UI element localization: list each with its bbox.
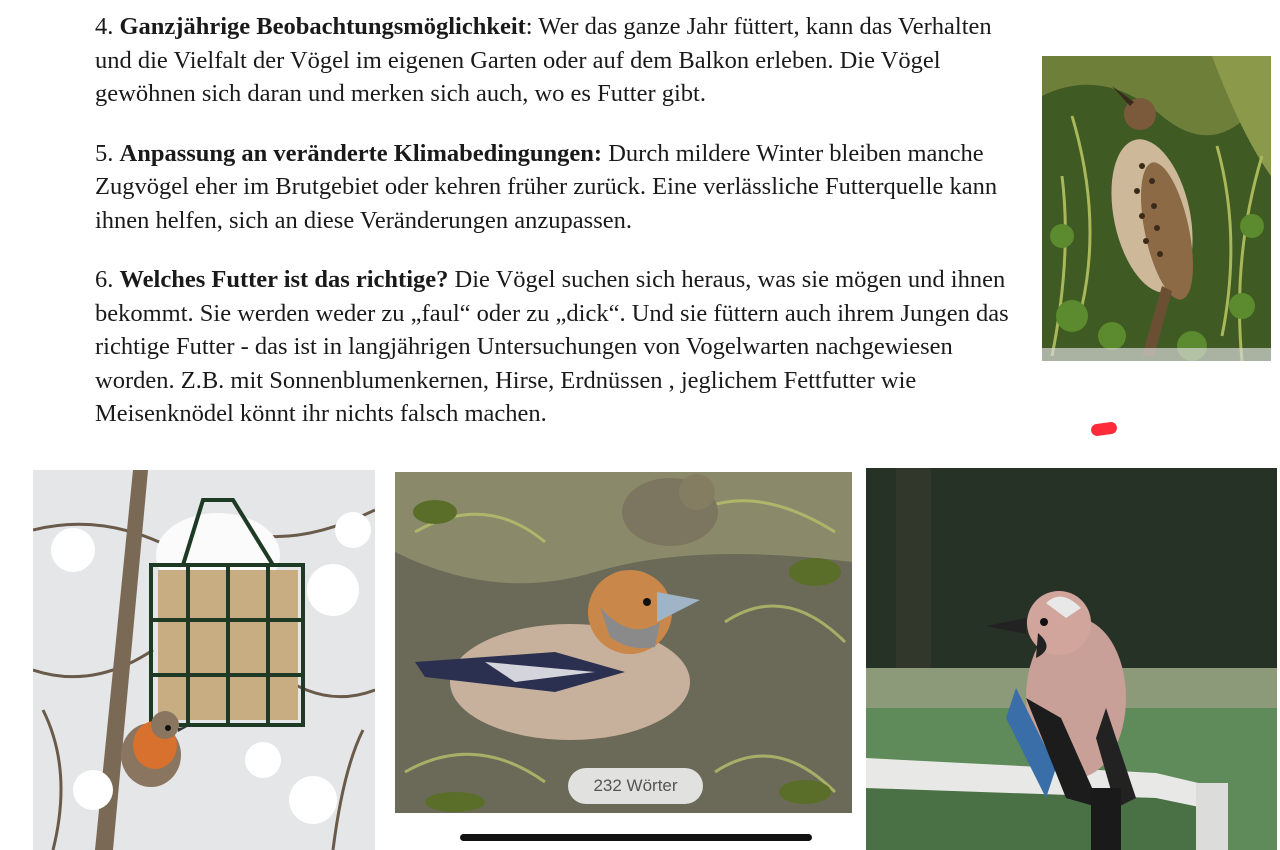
hawfinch-photo[interactable] xyxy=(395,472,852,813)
thrush-photo[interactable] xyxy=(1042,56,1271,361)
para-body: Wer das ganze Jahr füttert, kann das Verhalten und die Vielfalt der Vögel im eigenen Garten oder auf dem Balkon erleben. Die Vögel gewöhnen sich daran und merken sich auch, wo es Futter gibt. xyxy=(95,13,992,107)
jay-photo[interactable] xyxy=(866,468,1277,850)
paragraph-6 xyxy=(95,263,1025,431)
para-number: 5. xyxy=(95,139,120,167)
paragraph-5 xyxy=(95,137,1025,238)
para-number: 4. xyxy=(95,13,120,40)
para-heading: Ganzjährige Beobachtungsmöglichkeit xyxy=(119,13,526,40)
word-count-badge[interactable]: 232 Wörter xyxy=(568,768,703,804)
para-number: 6. xyxy=(95,266,120,293)
paragraph-4 xyxy=(95,10,1025,111)
red-annotation-mark xyxy=(1090,421,1117,437)
para-heading: Welches Futter ist das richtige? xyxy=(119,266,449,293)
home-indicator-bar[interactable] xyxy=(460,834,812,841)
para-sep: : xyxy=(525,13,533,40)
document-text[interactable] xyxy=(95,10,1025,457)
robin-feeder-photo[interactable] xyxy=(33,470,375,850)
para-body: Die Vögel suchen sich heraus, was sie mögen und ihnen bekommt. Sie werden weder zu „faul“ oder zu „dick“. Und sie füttern auch ihrem Jungen das richtige Futter - das ist in langjährigen Untersuchungen von Vogelwarten nachgewiesen worden. Z.B. mit Sonnenblumenkernen, Hirse, Erdnüssen , jeglichem Fettfutter wie Meisenknödel könnt ihr nichts falsch machen. xyxy=(95,266,1009,427)
para-body: Durch mildere Winter bleiben manche Zugvögel eher im Brutgebiet oder kehren früher zurück. Eine verlässliche Futterquelle kann ihnen helfen, sich an diese Veränderungen anzupassen. xyxy=(95,139,998,234)
para-heading: Anpassung an veränderte Klimabedingungen: xyxy=(119,139,603,167)
